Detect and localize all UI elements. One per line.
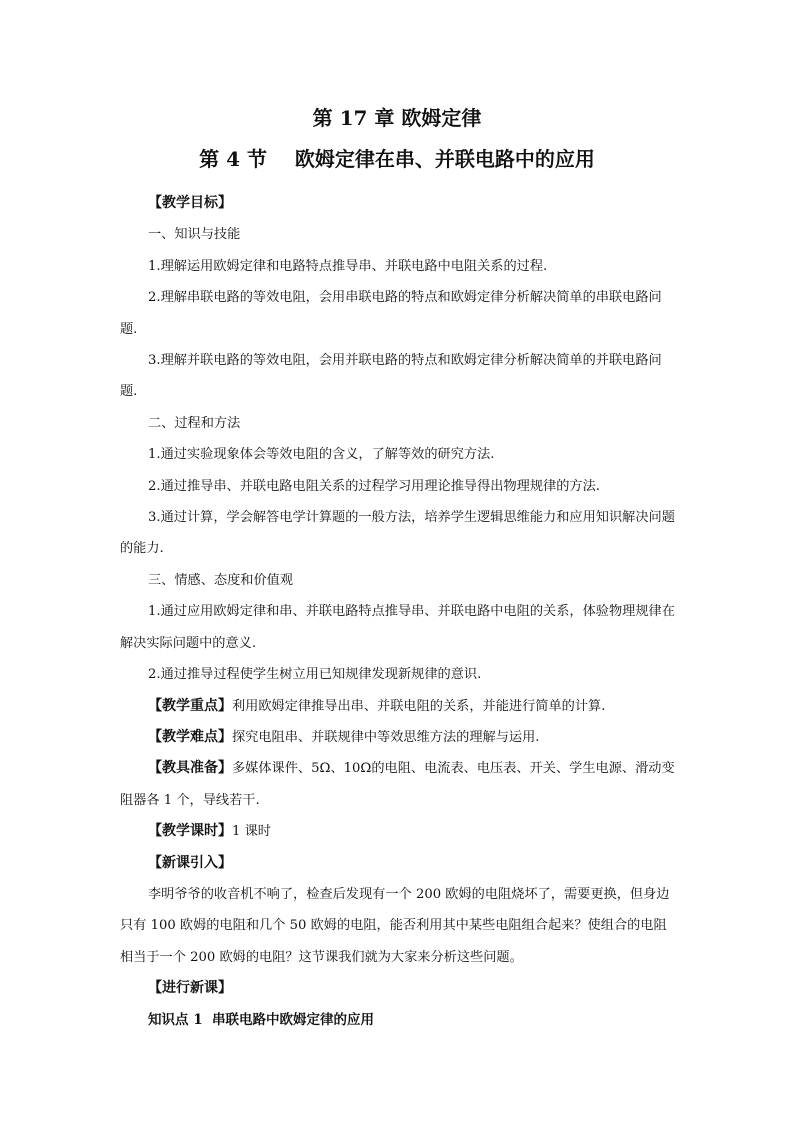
emotion-heading: 三、情感、态度和价值观 [148,572,294,588]
equipment-text: 多媒体课件、5Ω、10Ω的电阻、电流表、电压表、开关、学生电源、滑动变阻器各 1 个，导线若干. [120,761,675,808]
objectives-heading: 【教学目标】 [148,195,232,211]
document-body [120,188,676,1036]
difficulty-paragraph [120,722,676,753]
key-point-paragraph [120,691,676,722]
equipment-label: 【教具准备】 [148,760,232,777]
intro-text: 李明爷爷的收音机不响了，检查后发现有一个 200 欧姆的电阻烧坏了，需要更换，但身边只有 100 欧姆的电阻和几个 50 欧姆的电阻，能否利用其中某些电阻组合起来？使组合的电阻相当于一个 200 欧姆的电阻？这节课我们就为大家来分析这些问题。 [120,886,670,965]
process-item: 3.通过计算，学会解答电学计算题的一般方法，培养学生逻辑思维能力和应用知识解决问题的能力. [120,510,675,557]
lesson-time-text: 1 课时 [232,824,271,840]
difficulty-label: 【教学难点】 [148,728,232,745]
chapter-title: 第 17 章 欧姆定律 [312,106,482,130]
equipment-paragraph [120,753,676,816]
section-title: 第 4 节 欧姆定律在串、并联电路中的应用 [199,147,595,171]
knowledge-item: 2.理解串联电路的等效电阻，会用串联电路的特点和欧姆定律分析解决简单的串联电路问题. [120,290,662,337]
knowledge-point-1: 知识点 1 串联电路中欧姆定律的应用 [148,1011,374,1028]
process-heading: 二、过程和方法 [148,415,241,431]
knowledge-item: 1.理解运用欧姆定律和电路特点推导串、并联电路中电阻关系的过程. [148,258,548,274]
intro-heading: 【新课引入】 [148,854,232,871]
new-lesson-heading: 【进行新课】 [148,980,232,997]
process-item: 1.通过实验现象体会等效电阻的含义，了解等效的研究方法. [148,447,495,463]
difficulty-text: 探究电阻串、并联规律中等效思维方法的理解与运用. [232,729,540,745]
process-item: 2.通过推导串、并联电路电阻关系的过程学习用理论推导得出物理规律的方法. [148,478,600,494]
key-point-label: 【教学重点】 [148,697,232,714]
knowledge-heading: 一、知识与技能 [148,227,241,243]
knowledge-item: 3.理解并联电路的等效电阻，会用并联电路的特点和欧姆定律分析解决简单的并联电路问题. [120,353,662,400]
key-point-text: 利用欧姆定律推导出串、并联电阻的关系，并能进行简单的计算. [232,698,606,714]
emotion-item: 1.通过应用欧姆定律和串、并联电路特点推导串、并联电路中电阻的关系，体验物理规律在解决实际问题中的意义. [120,604,675,651]
emotion-item: 2.通过推导过程使学生树立用已知规律发现新规律的意识. [148,667,482,683]
lesson-time-label: 【教学课时】 [148,823,232,840]
lesson-time-paragraph [120,816,676,847]
